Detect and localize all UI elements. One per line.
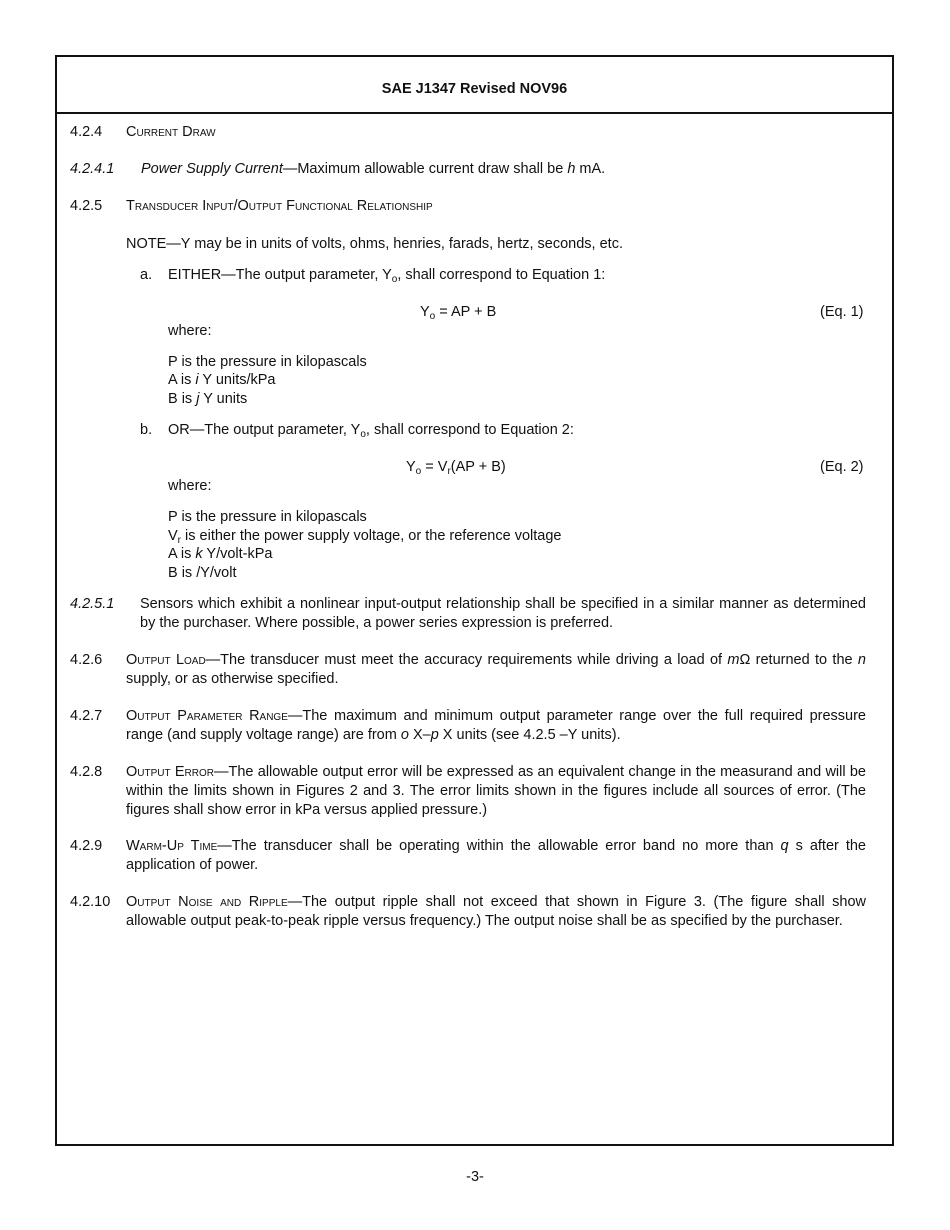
section-number-4-2-5-1: 4.2.5.1 [70, 596, 115, 612]
def-a-pressure: P is the pressure in kilopascals [168, 354, 367, 370]
where-label-1: where: [168, 323, 212, 339]
page-number: -3- [466, 1169, 484, 1185]
section-heading-current-draw: Current Draw [126, 124, 216, 140]
section-number-4-2-4-1: 4.2.4.1 [70, 161, 115, 177]
def-a-coefficient-b: B is j Y units [168, 391, 248, 407]
section-heading-transducer-io: Transducer Input/Output Functional Relationship [126, 198, 433, 214]
note-text: NOTE—Y may be in units of volts, ohms, henries, farads, hertz, seconds, etc. [126, 236, 623, 252]
paragraph-output-load: Output Load—The transducer must meet the accuracy requirements while driving a load of mΩ returned to the n supply, or as otherwise specified. [126, 652, 866, 687]
equation-2-number: (Eq. 2) [820, 459, 864, 475]
def-b-pressure: P is the pressure in kilopascals [168, 509, 367, 525]
paragraph-output-noise-ripple: Output Noise and Ripple—The output ripple shall not exceed that shown in Figure 3. (The figure shall show allowable output peak-to-peak ripple versus frequency.) The output noise shall be as specified by the purchaser. [126, 894, 867, 929]
item-a-text: EITHER—The output parameter, $Y_o$, shall correspond to Equation 1: [168, 267, 606, 285]
equation-2: $Y_o = V_r(AP + B)$ [406, 459, 506, 477]
section-number-4-2-6: 4.2.6 [70, 652, 103, 668]
def-b-voltage: $V_r$ is either the power supply voltage, or the reference voltage [168, 528, 562, 546]
item-b-text: OR—The output parameter, $Y_o$, shall correspond to Equation 2: [168, 422, 574, 440]
paragraph-output-parameter-range: Output Parameter Range—The maximum and minimum output parameter range over the full required pressure range (and supply voltage range) are from o X–p X units (see 4.2.5 –Y units). [126, 708, 866, 743]
item-label-a: a. [140, 267, 153, 283]
equation-1: $Y_o$ = AP + B [420, 304, 497, 322]
section-number-4-2-5: 4.2.5 [70, 198, 103, 214]
equation-1-number: (Eq. 1) [820, 304, 864, 320]
section-number-4-2-4: 4.2.4 [70, 124, 103, 140]
def-a-coefficient-a: A is i Y units/kPa [168, 372, 276, 388]
paragraph-nonlinear: Sensors which exhibit a nonlinear input-output relationship shall be specified in a similar manner as determined by the purchaser. Where possible, a power series expression is preferred. [140, 596, 866, 631]
section-number-4-2-10: 4.2.10 [70, 894, 111, 910]
paragraph-power-supply-current: Power Supply Current—Maximum allowable current draw shall be h mA. [141, 161, 606, 177]
paragraph-warm-up-time: Warm-Up Time—The transducer shall be operating within the allowable error band no more than q s after the application of power. [126, 838, 866, 873]
def-b-coefficient-a: A is k Y/volt-kPa [168, 546, 273, 562]
where-label-2: where: [168, 478, 212, 494]
section-number-4-2-7: 4.2.7 [70, 708, 103, 724]
document-header: SAE J1347 Revised NOV96 [57, 57, 892, 114]
section-number-4-2-8: 4.2.8 [70, 764, 103, 780]
section-number-4-2-9: 4.2.9 [70, 838, 103, 854]
paragraph-output-error: Output Error—The allowable output error will be expressed as an equivalent change in the measurand and will be within the limits shown in Figures 2 and 3. The error limits shown in the figures include all sources of error. (The figures shall show error in kPa versus applied pressure.) [126, 764, 866, 818]
item-label-b: b. [140, 422, 153, 438]
def-b-coefficient-b: B is /Y/volt [168, 565, 237, 581]
